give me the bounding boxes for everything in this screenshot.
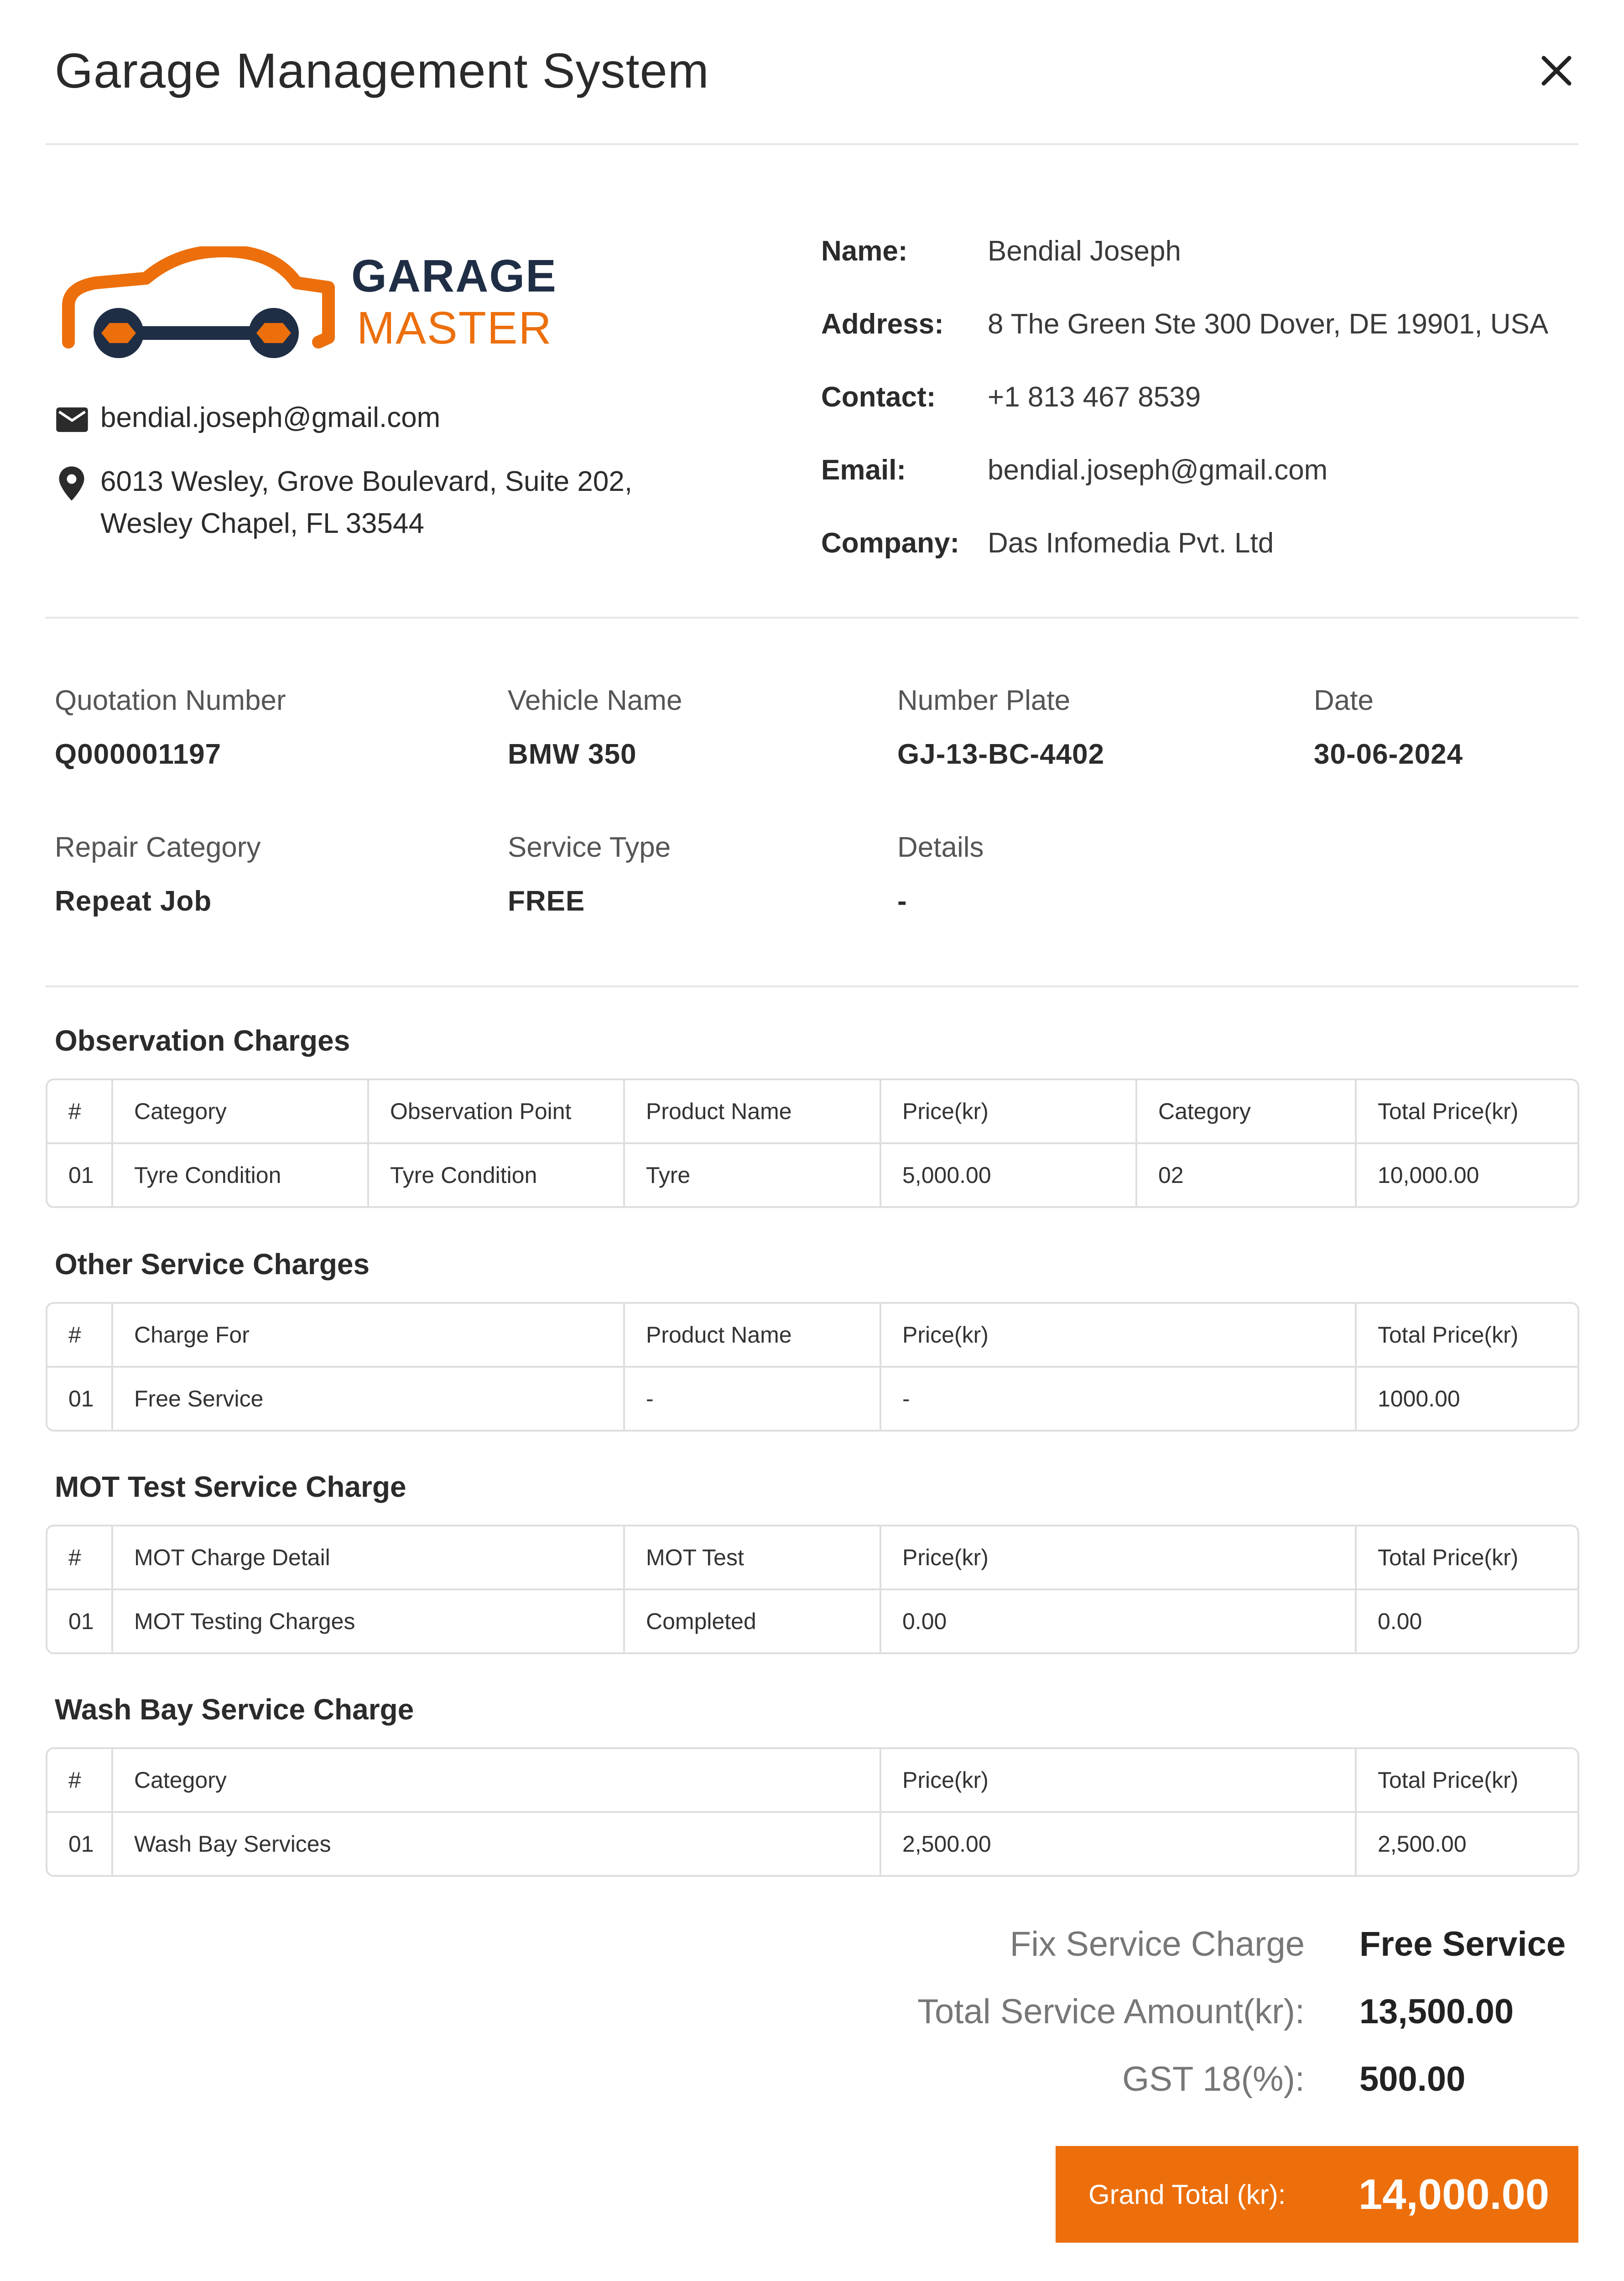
grand-total-label: Grand Total (kr): <box>1088 2179 1286 2210</box>
number-plate-label: Number Plate <box>897 685 1071 716</box>
header-cell: Category <box>113 1749 881 1813</box>
mot-test-charge-title: MOT Test Service Charge <box>55 1470 406 1503</box>
table-cell: Free Service <box>113 1368 625 1430</box>
table-cell: 0.00 <box>1378 1609 1422 1634</box>
customer-email-label: Email: <box>821 454 906 486</box>
customer-email: bendial.joseph@gmail.com <box>988 454 1328 486</box>
quotation-number-label: Quotation Number <box>55 685 286 716</box>
table-cell: Wash Bay Services <box>113 1813 881 1875</box>
grand-total-value: 14,000.00 <box>1359 2170 1550 2218</box>
close-icon <box>1534 48 1579 94</box>
header-cell: Price(kr) <box>881 1080 1137 1144</box>
grand-total-box <box>1056 2146 1578 2243</box>
table-header-row <box>47 1526 1577 1590</box>
customer-address-label: Address: <box>821 308 944 340</box>
garage-address-line2: Wesley Chapel, FL 33544 <box>100 508 424 539</box>
total-service-amount-value: 13,500.00 <box>1359 1992 1514 2031</box>
header-cell: Total Price(kr) <box>1357 1080 1577 1144</box>
header-cell: # <box>47 1749 113 1813</box>
customer-address: 8 The Green Ste 300 Dover, DE 19901, USA <box>988 308 1549 340</box>
repair-category: Repeat Job <box>55 885 212 917</box>
garage-email: bendial.joseph@gmail.com <box>100 402 441 433</box>
date-label: Date <box>1314 685 1374 716</box>
header-cell: Observation Point <box>369 1080 625 1144</box>
table-row <box>47 1368 1577 1430</box>
header-cell: Category <box>1137 1080 1357 1144</box>
header-cell: Total Price(kr) <box>1357 1304 1577 1368</box>
table-cell: - <box>881 1368 1357 1430</box>
customer-company-label: Company: <box>821 527 960 559</box>
vehicle-name-label: Vehicle Name <box>508 685 682 716</box>
table-cell: 10,000.00 <box>1378 1162 1479 1188</box>
table-cell: 1000.00 <box>1378 1386 1460 1411</box>
details-value: - <box>897 885 907 917</box>
info-divider <box>46 617 1578 619</box>
header-cell: Charge For <box>113 1304 625 1368</box>
details-label: Details <box>897 832 984 863</box>
table-cell: Tyre Condition <box>369 1144 625 1206</box>
close-button[interactable] <box>1534 48 1579 94</box>
location-pin-icon <box>57 465 86 502</box>
table-row <box>47 1144 1577 1206</box>
table-cell: 5,000.00 <box>881 1144 1137 1206</box>
customer-name: Bendial Joseph <box>988 235 1181 267</box>
table-cell: Tyre <box>625 1144 881 1206</box>
logo-text-master: MASTER <box>357 302 552 354</box>
table-header-row <box>47 1080 1577 1144</box>
table-cell: Tyre Condition <box>113 1144 369 1206</box>
header-divider <box>46 143 1578 145</box>
header-cell: Category <box>113 1080 369 1144</box>
vehicle-name: BMW 350 <box>508 739 637 770</box>
table-cell: 01 <box>47 1813 113 1875</box>
header-cell: Product Name <box>625 1304 881 1368</box>
table-cell: 2,500.00 <box>881 1813 1357 1875</box>
table-header-row <box>47 1304 1577 1368</box>
date-value: 30-06-2024 <box>1314 739 1463 770</box>
header-cell: # <box>47 1304 113 1368</box>
logo-text-garage: GARAGE <box>351 250 557 302</box>
other-service-charges-title: Other Service Charges <box>55 1248 370 1281</box>
fix-service-charge-value: Free Service <box>1359 1925 1566 1963</box>
gst-value: 500.00 <box>1359 2060 1466 2099</box>
page-title: Garage Management System <box>55 43 709 98</box>
table-header-row <box>47 1749 1577 1813</box>
customer-company: Das Infomedia Pvt. Ltd <box>988 527 1274 559</box>
header-cell: Total Price(kr) <box>1357 1749 1577 1813</box>
header-cell: Price(kr) <box>881 1304 1357 1368</box>
total-service-amount-label: Total Service Amount(kr): <box>917 1992 1305 2031</box>
customer-name-label: Name: <box>821 235 908 267</box>
quotation-number: Q000001197 <box>55 739 222 770</box>
header-cell: Price(kr) <box>881 1526 1357 1590</box>
header-cell: # <box>47 1080 113 1144</box>
wash-bay-charge-table <box>46 1747 1579 1877</box>
number-plate: GJ-13-BC-4402 <box>897 739 1105 770</box>
header-cell: MOT Test <box>625 1526 881 1590</box>
fix-service-charge-label: Fix Service Charge <box>1010 1925 1305 1963</box>
table-row <box>47 1590 1577 1652</box>
header-cell: MOT Charge Detail <box>113 1526 625 1590</box>
observation-charges-title: Observation Charges <box>55 1024 350 1057</box>
table-cell: MOT Testing Charges <box>113 1590 625 1652</box>
customer-contact: +1 813 467 8539 <box>988 381 1201 413</box>
table-cell: 2,500.00 <box>1378 1831 1467 1857</box>
repair-category-label: Repair Category <box>55 832 261 863</box>
gst-label: GST 18(%): <box>1122 2060 1305 2099</box>
header-cell: Product Name <box>625 1080 881 1144</box>
mot-test-charge-table <box>46 1525 1579 1654</box>
garage-address-line1: 6013 Wesley, Grove Boulevard, Suite 202, <box>100 466 633 497</box>
table-cell: 01 <box>47 1368 113 1430</box>
other-service-charges-table <box>46 1302 1579 1432</box>
header-cell: Price(kr) <box>881 1749 1357 1813</box>
table-cell: 01 <box>47 1144 113 1206</box>
service-type: FREE <box>508 885 585 917</box>
header-cell: Total Price(kr) <box>1357 1526 1577 1590</box>
customer-contact-label: Contact: <box>821 381 936 413</box>
table-cell: Completed <box>625 1590 881 1652</box>
table-cell: 02 <box>1137 1144 1357 1206</box>
service-type-label: Service Type <box>508 832 671 863</box>
wash-bay-charge-title: Wash Bay Service Charge <box>55 1693 414 1726</box>
meta-divider <box>46 985 1578 987</box>
observation-charges-table <box>46 1078 1579 1208</box>
table-row <box>47 1813 1577 1875</box>
mail-icon <box>55 406 89 433</box>
header-cell: # <box>47 1526 113 1590</box>
table-cell: - <box>625 1368 881 1430</box>
table-cell: 01 <box>47 1590 113 1652</box>
table-cell: 0.00 <box>881 1590 1357 1652</box>
